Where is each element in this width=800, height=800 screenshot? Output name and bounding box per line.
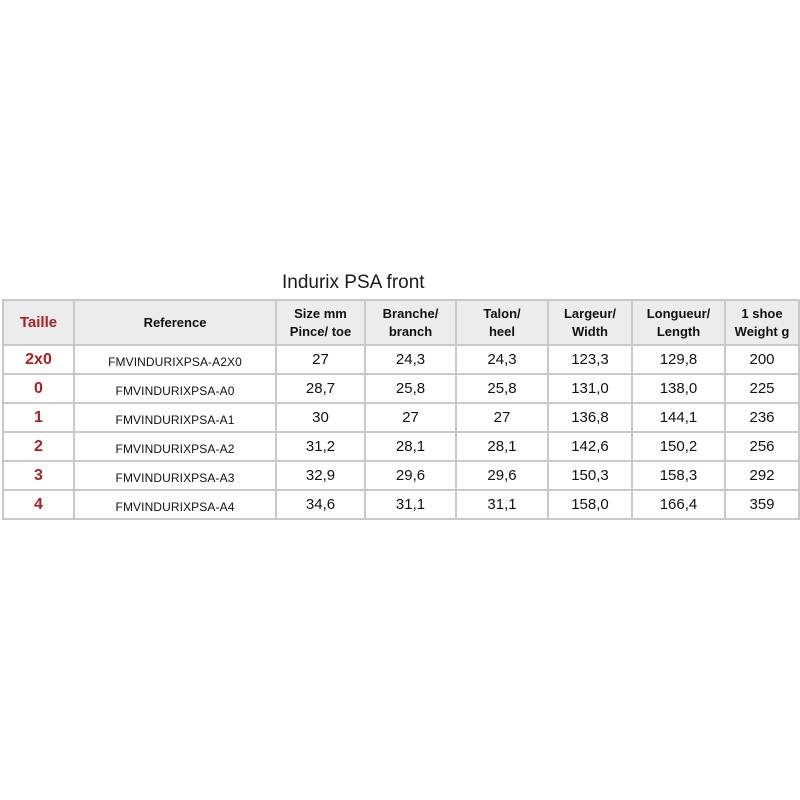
header-size-line1: Size mm (294, 305, 347, 321)
cell-largeur: 123,3 (548, 345, 632, 374)
cell-talon: 24,3 (456, 345, 548, 374)
cell-taille: 2x0 (3, 345, 74, 374)
header-size (276, 300, 365, 345)
cell-largeur: 131,0 (548, 374, 632, 403)
cell-longueur: 129,8 (632, 345, 725, 374)
table-row (3, 374, 799, 403)
header-longueur-line2: Length (656, 323, 701, 339)
header-taille: Taille (3, 300, 74, 345)
cell-branche: 27 (365, 403, 456, 432)
cell-branche: 31,1 (365, 490, 456, 519)
table-title: Indurix PSA front (282, 272, 425, 293)
cell-size: 31,2 (276, 432, 365, 461)
header-reference: Reference (74, 300, 276, 345)
cell-branche: 29,6 (365, 461, 456, 490)
cell-longueur: 144,1 (632, 403, 725, 432)
cell-taille: 2 (3, 432, 74, 461)
cell-reference: FMVINDURIXPSA-A2X0 (74, 345, 276, 374)
cell-branche: 28,1 (365, 432, 456, 461)
cell-reference: FMVINDURIXPSA-A2 (74, 432, 276, 461)
header-branche-line1: Branche/ (382, 305, 439, 321)
cell-reference: FMVINDURIXPSA-A4 (74, 490, 276, 519)
table-header (3, 300, 799, 345)
cell-size: 30 (276, 403, 365, 432)
cell-size: 27 (276, 345, 365, 374)
cell-talon: 31,1 (456, 490, 548, 519)
cell-weight: 292 (725, 461, 799, 490)
cell-weight: 200 (725, 345, 799, 374)
cell-weight: 225 (725, 374, 799, 403)
table-row (3, 490, 799, 519)
table-row (3, 403, 799, 432)
header-branche (365, 300, 456, 345)
table-row (3, 461, 799, 490)
cell-weight: 359 (725, 490, 799, 519)
cell-weight: 236 (725, 403, 799, 432)
table-row (3, 432, 799, 461)
cell-longueur: 158,3 (632, 461, 725, 490)
cell-reference: FMVINDURIXPSA-A1 (74, 403, 276, 432)
cell-reference: FMVINDURIXPSA-A3 (74, 461, 276, 490)
cell-talon: 25,8 (456, 374, 548, 403)
cell-largeur: 142,6 (548, 432, 632, 461)
cell-size: 34,6 (276, 490, 365, 519)
cell-branche: 24,3 (365, 345, 456, 374)
cell-weight: 256 (725, 432, 799, 461)
cell-talon: 27 (456, 403, 548, 432)
table-body (3, 345, 799, 519)
cell-branche: 25,8 (365, 374, 456, 403)
cell-talon: 28,1 (456, 432, 548, 461)
cell-size: 28,7 (276, 374, 365, 403)
cell-longueur: 150,2 (632, 432, 725, 461)
cell-largeur: 158,0 (548, 490, 632, 519)
cell-largeur: 136,8 (548, 403, 632, 432)
header-largeur (548, 300, 632, 345)
cell-taille: 4 (3, 490, 74, 519)
cell-largeur: 150,3 (548, 461, 632, 490)
header-size-line2: Pince/ toe (289, 323, 352, 339)
header-weight-line2: Weight g (734, 323, 790, 339)
header-talon (456, 300, 548, 345)
header-largeur-line2: Width (572, 323, 608, 339)
cell-taille: 1 (3, 403, 74, 432)
header-talon-line1: Talon/ (483, 305, 521, 321)
cell-longueur: 166,4 (632, 490, 725, 519)
header-longueur-line1: Longueur/ (646, 305, 711, 321)
cell-reference: FMVINDURIXPSA-A0 (74, 374, 276, 403)
cell-taille: 3 (3, 461, 74, 490)
table-row (3, 345, 799, 374)
header-largeur-line1: Largeur/ (563, 305, 616, 321)
size-table (2, 299, 800, 520)
header-weight (725, 300, 799, 345)
header-weight-line1: 1 shoe (741, 305, 783, 321)
cell-longueur: 138,0 (632, 374, 725, 403)
cell-talon: 29,6 (456, 461, 548, 490)
cell-taille: 0 (3, 374, 74, 403)
header-talon-line2: heel (488, 323, 515, 339)
header-row (3, 300, 799, 345)
header-branche-line2: branch (388, 323, 433, 339)
header-longueur (632, 300, 725, 345)
cell-size: 32,9 (276, 461, 365, 490)
